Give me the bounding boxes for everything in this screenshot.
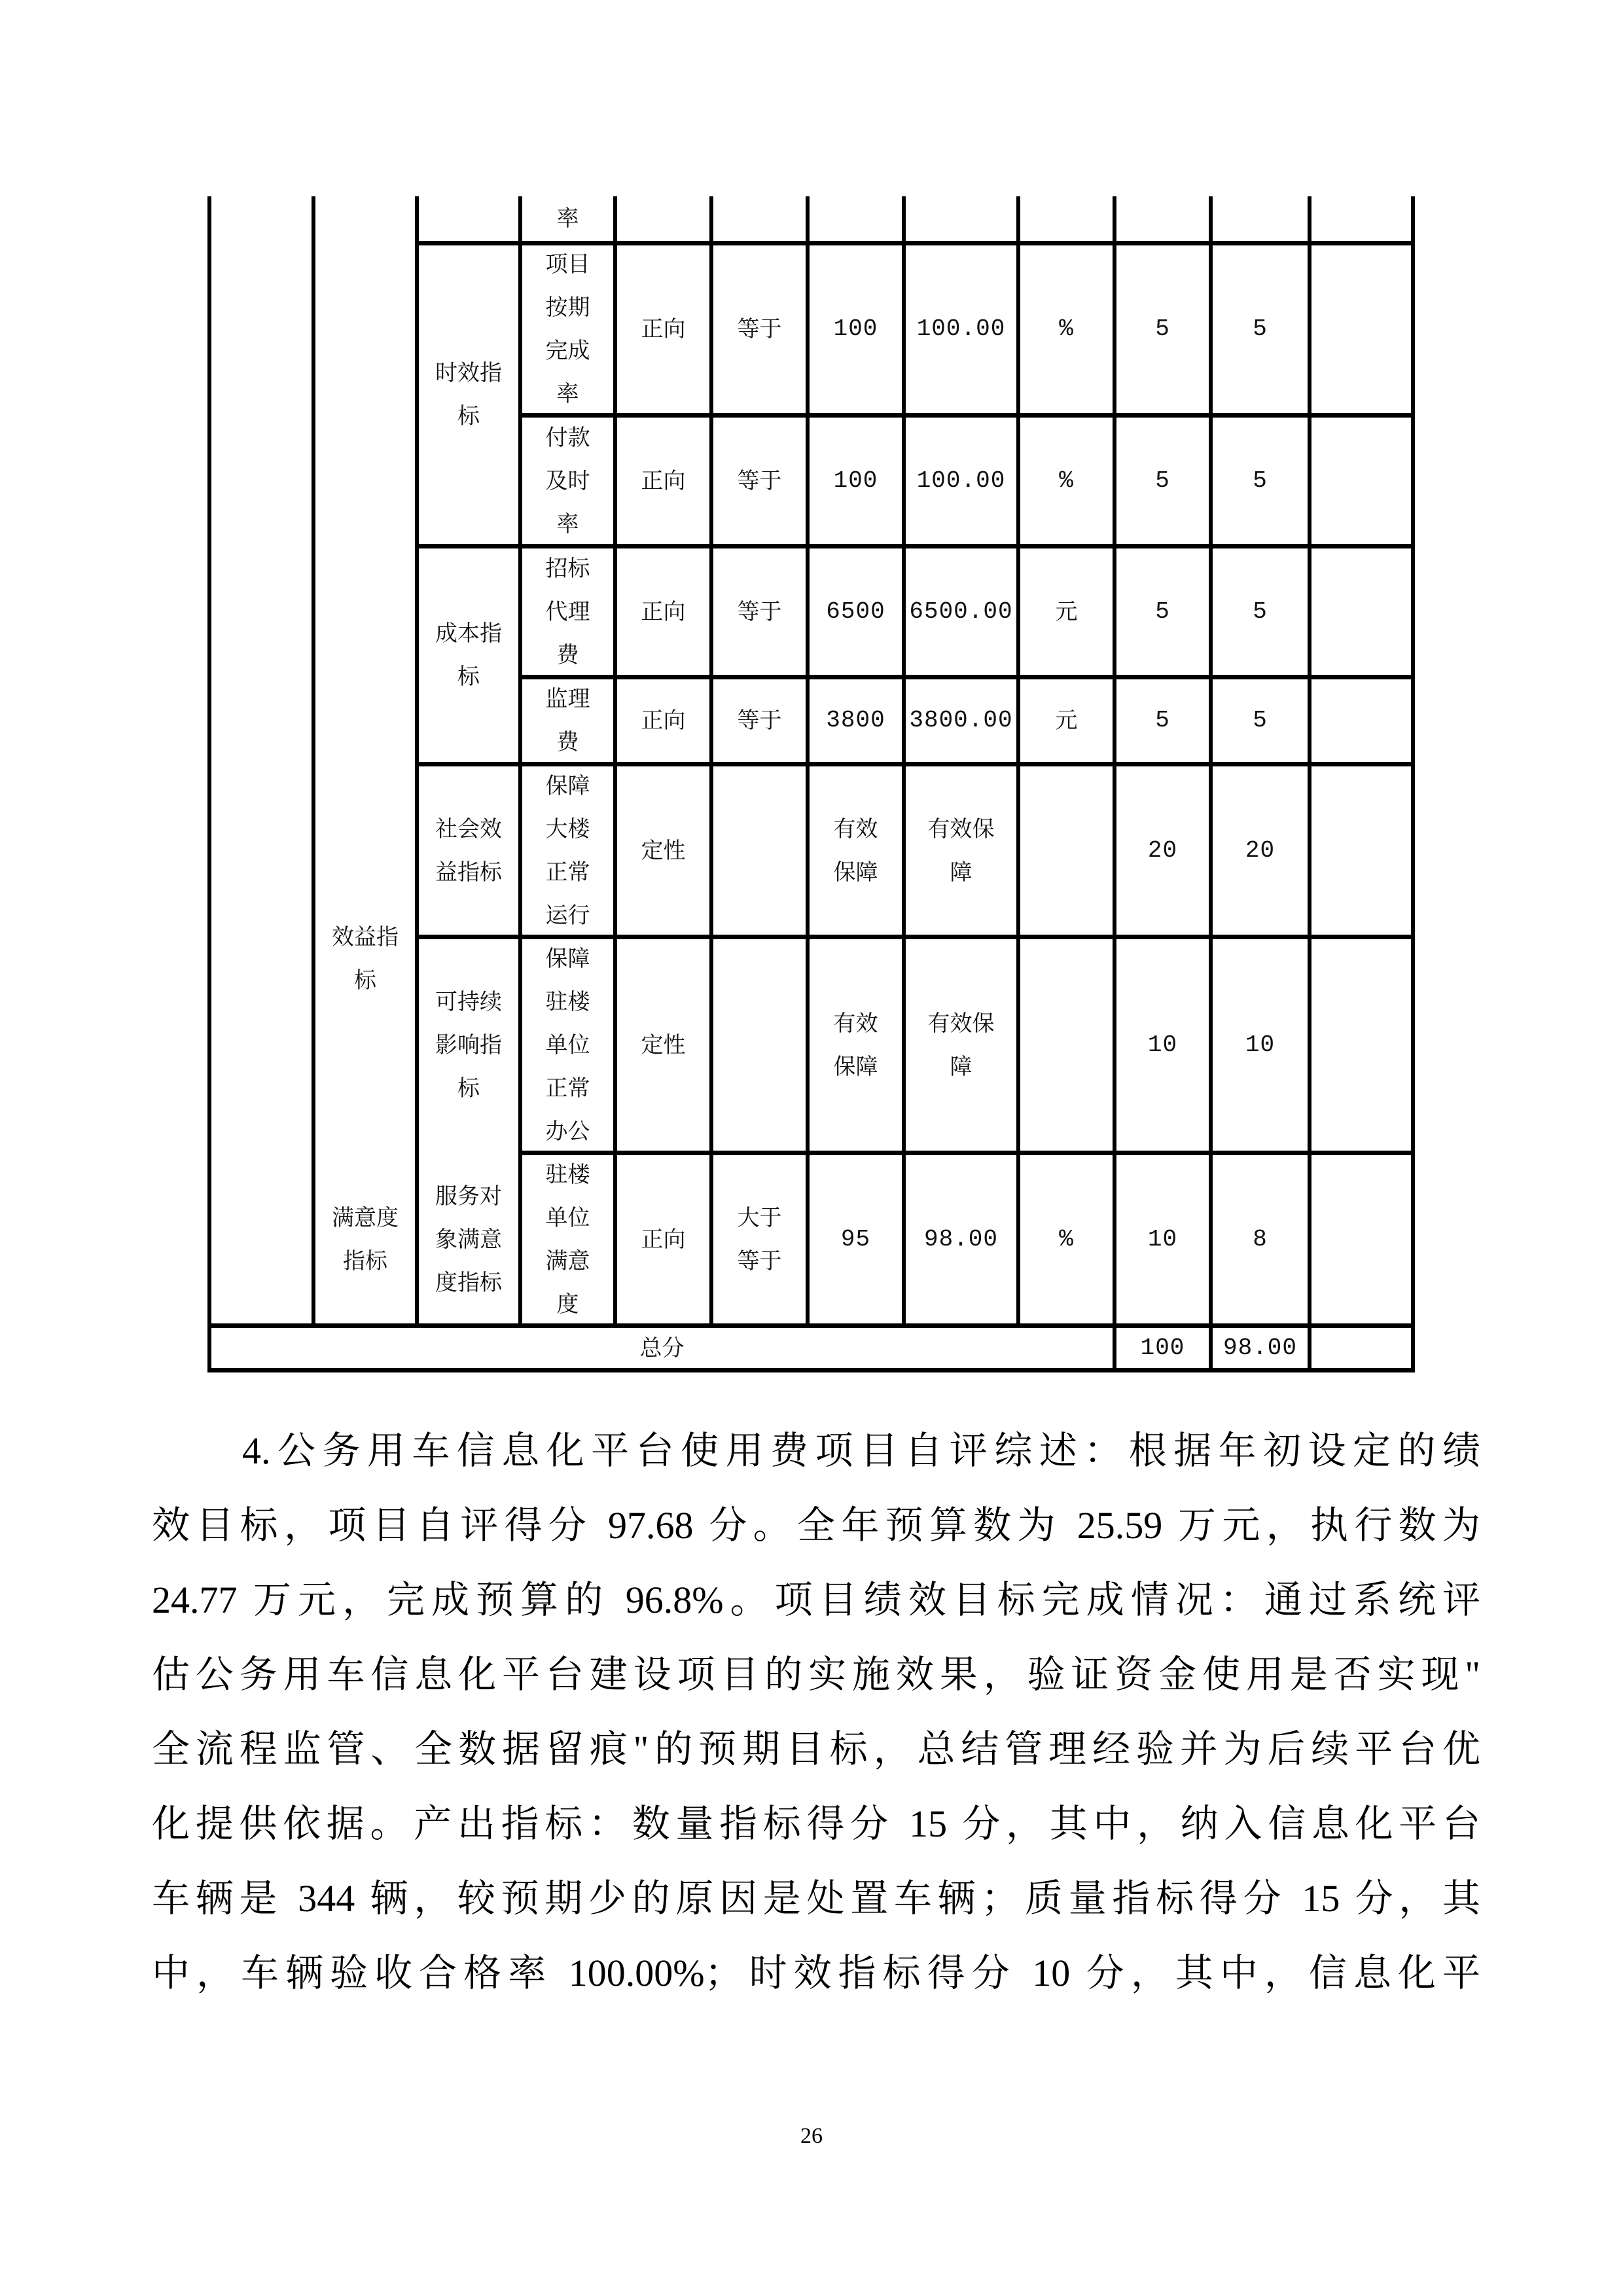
operator-cell: 等于 [737, 708, 782, 734]
weight-cell: 10 [1147, 1225, 1178, 1253]
paragraph-line: 24.77 万元，完成预算的 96.8%。项目绩效目标完成情况：通过系统评 [152, 1579, 1480, 1621]
score-cell: 5 [1253, 707, 1268, 734]
weight-cell: 5 [1155, 707, 1170, 734]
direction-cell: 定性 [641, 837, 686, 864]
level2-cell-satisfaction: 满意度 指标 [332, 1204, 399, 1274]
direction-cell: 正向 [641, 316, 686, 342]
operator-cell: 大于 等于 [737, 1204, 782, 1274]
paragraph-line: 全流程监管、全数据留痕"的预期目标，总结管理经验并为后续平台优 [152, 1728, 1480, 1770]
score-cell: 5 [1253, 598, 1268, 625]
row-line [518, 675, 1415, 679]
total-label: 总分 [639, 1335, 685, 1361]
indicator-cell: 付款 及时 率 [545, 424, 590, 537]
page-number: 26 [800, 2124, 823, 2148]
unit-cell: 元 [1055, 598, 1078, 625]
total-score: 98.00 [1222, 1334, 1298, 1361]
direction-cell: 定性 [641, 1031, 686, 1058]
indicator-cell: 保障 驻楼 单位 正常 办公 [545, 945, 590, 1145]
unit-cell [1020, 939, 1113, 1151]
level3-cell-satisfaction: 服务对 象满意 度指标 [435, 1183, 502, 1296]
direction-cell: 正向 [641, 598, 686, 625]
actual-cell: 有效保 障 [927, 816, 995, 886]
target-cell: 有效 保障 [833, 1010, 878, 1080]
unit-cell: % [1059, 315, 1074, 342]
indicator-cell: 监理 费 [545, 686, 590, 755]
actual-cell: 100.00 [916, 315, 1006, 342]
operator-cell: 等于 [737, 467, 782, 494]
target-cell: 6500 [826, 598, 885, 625]
actual-cell: 98.00 [923, 1225, 999, 1253]
unit-cell: % [1059, 467, 1074, 494]
target-cell: 100 [833, 467, 878, 494]
indicator-cell: 驻楼 单位 满意 度 [545, 1161, 590, 1318]
operator-cell [713, 939, 806, 1151]
row-line [518, 413, 1415, 418]
actual-cell: 有效保 障 [927, 1010, 995, 1080]
paragraph-line: 中，车辆验收合格率 100.00%；时效指标得分 10 分，其中，信息化平 [152, 1952, 1480, 1994]
unit-cell: % [1059, 1225, 1074, 1253]
indicator-cell: 招标 代理 费 [545, 555, 590, 668]
actual-cell: 100.00 [916, 467, 1006, 494]
indicator-cell: 保障 大楼 正常 运行 [545, 772, 590, 929]
paragraph-line: 估公务用车信息化平台建设项目的实施效果，验证资金使用是否实现" [152, 1653, 1480, 1696]
target-cell: 有效 保障 [833, 816, 878, 886]
operator-cell [713, 766, 806, 935]
weight-cell: 5 [1155, 467, 1170, 494]
score-cell: 5 [1253, 315, 1268, 342]
unit-cell [1020, 766, 1113, 935]
direction-cell: 正向 [641, 1226, 686, 1253]
indicator-cell: 项目 按期 完成 率 [545, 251, 590, 407]
operator-cell: 等于 [737, 598, 782, 625]
weight-cell: 10 [1147, 1031, 1178, 1058]
weight-cell: 5 [1155, 315, 1170, 342]
table-border-right [1411, 196, 1415, 1371]
direction-cell: 正向 [641, 708, 686, 734]
target-cell: 95 [840, 1225, 871, 1253]
row-line [518, 1151, 1415, 1155]
score-cell: 20 [1245, 836, 1275, 864]
indicator-cell: 率 [556, 206, 579, 232]
score-cell: 10 [1245, 1031, 1275, 1058]
score-cell: 8 [1253, 1225, 1268, 1253]
level3-cell-timeliness: 时效指 标 [435, 360, 502, 429]
operator-cell: 等于 [737, 316, 782, 342]
weight-cell: 5 [1155, 598, 1170, 625]
summary-paragraph [152, 1414, 1480, 2011]
actual-cell: 6500.00 [909, 598, 1013, 625]
weight-cell: 20 [1147, 836, 1178, 864]
level2-cell-benefit: 效益指 标 [332, 924, 399, 994]
score-cell: 5 [1253, 467, 1268, 494]
paragraph-line: 化提供依据。产出指标：数量指标得分 15 分，其中，纳入信息化平台 [152, 1803, 1480, 1845]
direction-cell: 正向 [641, 467, 686, 494]
actual-cell: 3800.00 [909, 707, 1013, 734]
paragraph-line: 车辆是 344 辆，较预期少的原因是处置车辆；质量指标得分 15 分，其 [152, 1877, 1480, 1920]
level3-cell-sustainable: 可持续 影响指 标 [435, 988, 502, 1102]
level3-cell-cost: 成本指 标 [435, 620, 502, 690]
paragraph-line: 效目标，项目自评得分 97.68 分。全年预算数为 25.59 万元，执行数为 [152, 1504, 1480, 1547]
target-cell: 100 [833, 315, 878, 342]
table-col-line [1308, 196, 1311, 1371]
target-cell: 3800 [826, 707, 885, 734]
table-border-left [207, 196, 211, 1371]
level3-cell-social: 社会效 益指标 [435, 816, 502, 886]
unit-cell: 元 [1055, 708, 1078, 734]
total-weight: 100 [1140, 1334, 1185, 1361]
paragraph-line: 4.公务用车信息化平台使用费项目自评综述：根据年初设定的绩 [242, 1429, 1480, 1472]
